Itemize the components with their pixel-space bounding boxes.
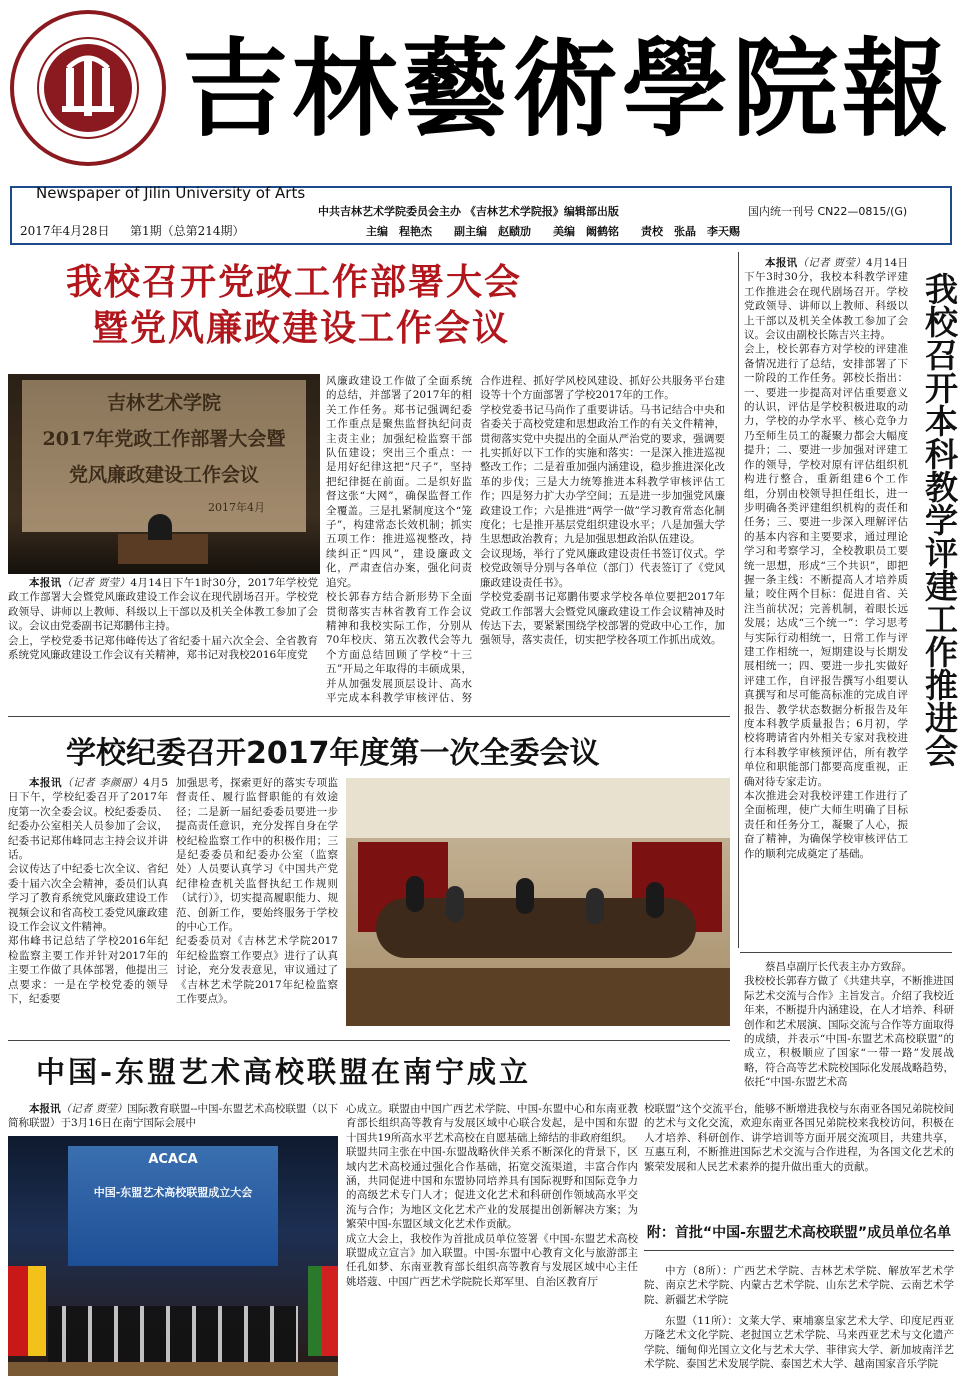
article1-reporter: （记者 贾莹）: [61, 577, 131, 589]
article1-headline-1: 我校召开党政工作部署大会: [66, 262, 523, 303]
article3-body-text: 4月14日下午3时30分，我校本科教学评建工作推进会在现代剧场召开。学校党政领导、讲师以上教师、科级以上干部以及机关全体教工参加了会议。会议由副校长陈吉兴主持。 会上，校长郭春方对学校的评建准备情况进行了总结，安排部署了下一阶段的工作任务。郭校长指出：一、要进一步提高对评估重要意义的认识，评估是学校积极进取的动力，学校的办学水平、核心竞争力乃至师生员工的凝聚力都会大幅度提升；二、要进一步加强对评建工作的领导，学校对原有评估组织机构进行整合，重新组建6个工作组，分别由校领导担任组长，进一步明确各类评建组织机构的责任和任务；三、要进一步深入理解评估的基本内容和主要要求，通过理论学习和考察学习，全校教职员工要统一思想，形成“三个共识”，即把握一条主线：不断提高人才培养质量；咬住两个目标：促进自省、关注当前状况；完善机制，着眼长远发展；达成“三个统一”：学习思考与实际行动相统一，日常工作与评建工作相统一，短期建设与长期发展相统一；四、要进一步扎实做好评建工作，自评报告撰写小组要认真撰写和尽可能高标准的完成自评报告、教学状态数据分析报告及年度本科教学质量报告；6月初，学校将聘请省内外相关专家对我校进行本科教学审核预评估，所有教学单位和职能部门都要高度重视，正确对待专家走访。 本次推进会对我校评建工作进行了全面梳理，使广大师生明确了目标责任和任务分工，凝聚了人心，振奋了精神，为确保学校审核评估工作的顺利完成奠定了基础。: [744, 257, 908, 860]
member-list-title: 附：首批“中国-东盟艺术高校联盟”成员单位名单: [646, 1225, 952, 1241]
article1-col1: [8, 576, 318, 706]
member-list-china: [644, 1264, 954, 1312]
article4-col1: [8, 1102, 338, 1132]
article4-byline: 本报讯: [29, 1103, 61, 1115]
article4-headline: 中国-东盟艺术高校联盟在南宁成立: [36, 1055, 532, 1089]
masthead-right-rule: [950, 186, 952, 245]
article4-col3-text: 校联盟”这个交流平台，能够不断增进我校与东南亚各国兄弟院校间的艺术与文化交流，欢迎东南亚各国兄弟院校来我校访问，积极在人才培养、科研创作、讲学培训等方面开展交流项目，共建共享，互惠互利，不断推进国际艺术交流与合作进程，为各国文化艺术的繁荣发展和人民艺术素养的提升做出重大的贡献。: [644, 1103, 954, 1173]
article1-headline-2: 暨党风廉政建设工作会议: [92, 308, 511, 349]
member-list-china-text: 中方（8所）：广西艺术学院、吉林艺术学院、解放军艺术学院、南京艺术学院、内蒙古艺术学院、山东艺术学院、云南艺术学院、新疆艺术学院: [644, 1265, 954, 1306]
masthead-left-rule: [10, 186, 12, 245]
article3-headline: 我校召开本科教学评建工作推进会: [920, 272, 959, 767]
article4-col2-text: 心成立。联盟由中国广西艺术学院、中国-东盟中心和东南亚教育部长组织高等教育与发展区域中心联合发起，是中国和东盟十国共19所高水平艺术高校在自愿基础上缔结的非政府组织。 联盟共同主张在中国-东盟战略伙伴关系不断深化的背景下，区域内艺术高校通过强化合作基础，拓宽交流渠道，丰富合作内涵，共同促进中国和东盟协同培养具有国际视野和国际竞争力的高级艺术专门人才；促进文化艺术和科研创作领域高水平交流与合作；为地区文化艺术产业的发展提出创新解决方案；为繁荣中国-东盟区域文化艺术作贡献。 成立大会上，我校作为首批成员单位签署《中国-东盟艺术高校联盟成立宣言》加入联盟。中国-东盟中心教育文化与旅游部主任孔如梦、东南亚教育部长组织高等教育与发展区域中心主任姚塔蔻、中国广西艺术学院院长郑军里、自治区教育厅: [346, 1103, 638, 1288]
article3-border-left: [738, 252, 739, 948]
article3-byline: 本报讯: [765, 257, 798, 269]
member-list-asean-text: 东盟（11所）：文莱大学、柬埔寨皇家艺术大学、印度尼西亚万隆艺术文化学院、老挝国立艺术学院、马来西亚艺术与文化遗产学院、缅甸仰光国立文化与艺术大学、菲律宾大学、新加坡南洋艺术学院、泰国艺术发展学院、泰国艺术大学、越南国家音乐学院: [644, 1315, 954, 1371]
article4-photo-caption: 中国-东盟艺术高校联盟成立大会: [93, 1186, 253, 1199]
article1-col3-text: 合作进程、抓好学风校风建设、抓好公共服务平台建设等十个方面部署了学校2017年的工作。 学校党委书记马尚作了重要讲话。马书记结合中央和省委关于高校党建和思想政治工作的有关文件精神，贯彻落实党中央提出的全面从严治党的要求，强调要扎实抓好以下工作的实施和落实：一是深入推进巡视整改工作；二是着重加强内涵建设，稳步推进深化改革的步伐；三是大力统筹推进本科教学审核评估工作；四是努力扩大办学空间；五是进一步加强党风廉政建设工作；六是推进“两学一做”学习教育常态化制度化；七是推开基层党组织建设水平；八是加强大学生思想政治教育；九是加强思想政治队伍建设。 会议现场，举行了党风廉政建设责任书签订仪式。学校党政领导分别与各单位（部门）代表签订了《党风廉政建设责任书》。 学校党委副书记郑鹏伟要求学校各单位要把2017年党政工作部署大会暨党风廉政建设工作会议精神及时传达下去，要紧紧围绕学校部署的党政中心工作，加强领导，落实责任，切实把学校各项工作抓出成效。: [480, 375, 725, 647]
article4-continued: [744, 960, 954, 1096]
article2-col2: [176, 776, 338, 1034]
english-title: Newspaper of Jilin University of Arts: [36, 184, 306, 202]
article3-reporter: （记者 贾莹）: [797, 257, 867, 269]
member-list-rule: [644, 1250, 954, 1251]
photo-screen-line1: 吉林艺术学院: [106, 392, 221, 414]
article2-headline: 学校纪委召开2017年度第一次全委会议: [66, 736, 600, 771]
issue-date: 2017年4月28日: [20, 224, 110, 238]
article2-reporter: （记者 李颜丽）: [62, 777, 144, 789]
photo-screen-line2: 2017年党政工作部署大会暨: [42, 428, 286, 450]
publisher: 中共吉林艺术学院委员会主办 《吉林艺术学院报》编辑部出版: [318, 205, 619, 218]
article4-continued-text: 蔡昌卓副厅长代表主办方致辞。 我校校长郭春方做了《共建共享，不断推进国际艺术交流与合作》主旨发言。介绍了我校近年来，不断提升内涵建设，在人才培养、科研创作和艺术展演、国际交流与合作等方面取得的成绩，并表示“中国-东盟艺术高校联盟”的成立，积极顺应了国家“一带一路”发展战略，符合高等艺术院校国际化发展战略趋势，依托“中国-东盟艺术高: [744, 961, 954, 1089]
article4-reporter: （记者 贾莹）: [60, 1103, 128, 1115]
photo-screen-date: 2017年4月: [208, 501, 265, 514]
staff-list: 主编 程艳杰 副主编 赵赜劢 美编 阚鹤铭 责校 张晶 李天赐: [366, 225, 740, 238]
serial-number: 国内统一刊号 CN22—0815/(G): [748, 205, 908, 218]
article1-col2-text: 风廉政建设工作做了全面系统的总结，并部署了2017年的相关工作任务。郑书记强调纪委工作重点是聚焦监督执纪问责主责主业；加强纪检监察干部队伍建设；突出三个重点：一是用好纪律这把“尺子”，坚持把纪律挺在前面。二是织好监督这张“大网”，确保监督工作全覆盖。三是扎紧制度这个“笼子”，构建常态长效机制；抓实五项工作：推进巡视整改，持续纠正“四风”，建设廉政文化，严肃查信办案，强化问责追究。 校长郭春方结合新形势下全面贯彻落实吉林省教育工作会议精神和我校实际工作，分别从70年校庆、第五次教代会等九个方面总结回顾了学校“十三五”开局之年取得的丰硕成果，并从加强发展顶层设计、高水平完成本科教学审核评估、努: [326, 375, 472, 704]
article2-byline: 本报讯: [29, 777, 63, 789]
article4-photo-banner: ACACA: [148, 1152, 198, 1167]
masthead-bottom-rule: [10, 243, 952, 245]
member-list-asean: [644, 1314, 954, 1378]
article4-col2: [346, 1102, 638, 1378]
article1-col1-text: 4月14日下午1时30分，2017年学校党政工作部署大会暨党风廉政建设工作会议在现代剧场召开。学校党政领导、讲师以上教师、科级以上干部以及机关全体教工参加了会议。会议由党委副书记郑鹏伟主持。 会上，学校党委书记郑伟峰传达了省纪委十届六次全会、全省教育系统党风廉政建设工作会议有关精神，郑书记对我校2016年度党: [8, 577, 318, 662]
article2-divider: [8, 1040, 730, 1041]
logo: [8, 8, 168, 168]
article2-photo: [346, 778, 730, 1026]
article1-col3: [480, 374, 725, 704]
article4-photo: [8, 1136, 338, 1376]
article4-col3: [644, 1102, 954, 1188]
article4-col1-text: 国际教育联盟--中国-东盟艺术高校联盟（以下简称联盟）于3月16日在南宁国际会展中: [8, 1103, 338, 1130]
article1-divider: [8, 716, 730, 717]
article1-photo: [8, 374, 320, 574]
article3-divider: [740, 952, 952, 953]
article2-col2-text: 加强思考，探索更好的落实专项监督责任、履行监督职能的有效途径；二是新一届纪委委员要进一步提高责任意识，充分发挥自身在学校纪检监察工作中的积极作用；三是纪委委员和纪委办公室（监察处）人员要认真学习《中国共产党纪律检查机关监督执纪工作规则（试行）》，切实提高履职能力、规范、创新工作，要始终服务于学校的中心工作。 纪委委员对《吉林艺术学院2017年纪检监察工作要点》进行了认真讨论，充分发表意见，审议通过了《吉林艺术学院2017年纪检监察工作要点》。: [176, 777, 338, 1006]
issue-number: 第1期（总第214期）: [130, 224, 245, 238]
article2-col1: [8, 776, 168, 1034]
newspaper-title: 吉林藝術學院報: [182, 26, 952, 151]
article2-col1-text: 4月5日下午，学校纪委召开了2017年度第一次全委会议。校纪委委员、纪委办公室相关人员参加了会议，纪委书记郑伟峰同志主持会议并讲话。 会议传达了中纪委七次全议、省纪委十届六次全会精神，委员们认真学习了教育系统党风廉政建设工作视频会议和省高校工委党风廉政建设工作会议文件精神。 郑伟峰书记总结了学校2016年纪检监察主要工作并针对2017年的主要工作做了具体部署，他提出三点要求：一是在学校党委的领导下，纪委要: [8, 777, 168, 1006]
article3-body: [744, 256, 908, 944]
article1-byline: 本报讯: [29, 577, 62, 589]
logo-ring-text: [1, 1, 2, 2]
photo-screen-line3: 党风廉政建设工作会议: [68, 464, 259, 486]
article1-col2: [326, 374, 472, 704]
